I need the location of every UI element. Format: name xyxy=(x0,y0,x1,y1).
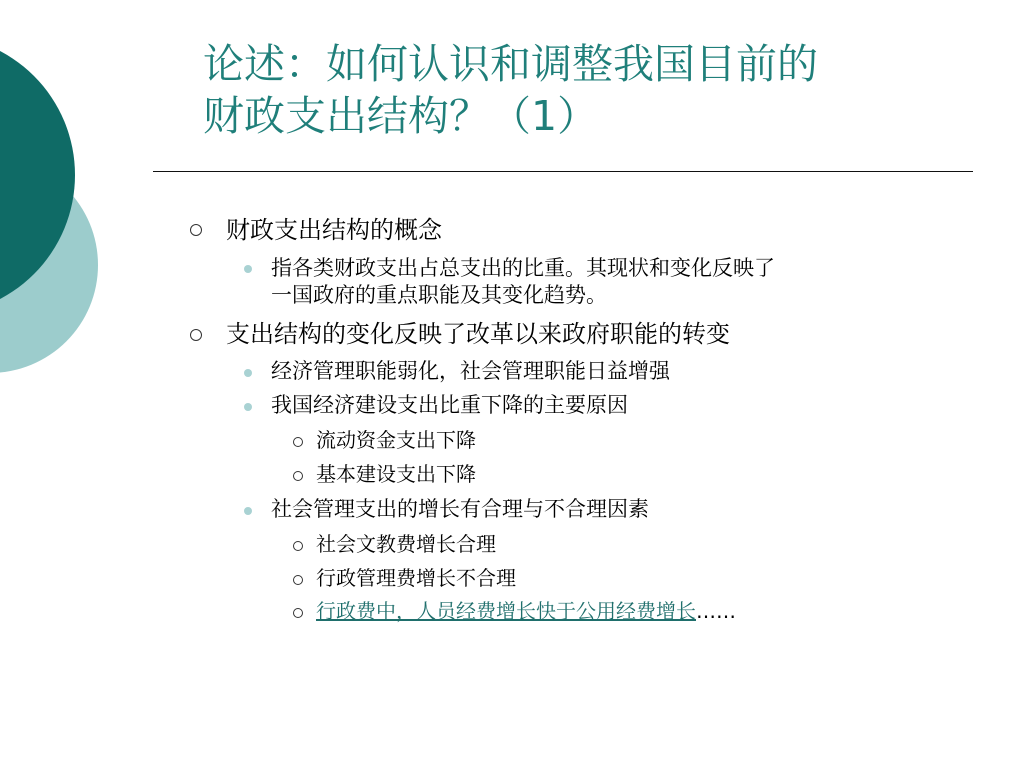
admin-cost-hyperlink[interactable]: 行政费中，人员经费增长快于公用经费增长 xyxy=(316,599,696,623)
bullet-capital-construction: 基本建设支出下降 xyxy=(316,462,476,486)
small-hollow-bullet-icon xyxy=(293,541,303,551)
ellipsis-text: …… xyxy=(696,599,736,623)
dot-bullet-icon xyxy=(244,265,252,273)
bullet-admin-cost-detail xyxy=(316,598,736,624)
dot-bullet-icon xyxy=(244,507,252,515)
bullet-working-capital: 流动资金支出下降 xyxy=(316,428,476,452)
dot-bullet-icon xyxy=(244,369,252,377)
bullet-construction-decline: 我国经济建设支出比重下降的主要原因 xyxy=(271,393,628,417)
dot-bullet-icon xyxy=(244,403,252,411)
bullet-management-shift: 经济管理职能弱化，社会管理职能日益增强 xyxy=(271,359,670,383)
small-hollow-bullet-icon xyxy=(293,608,303,618)
hollow-circle-bullet-icon xyxy=(190,329,202,341)
small-hollow-bullet-icon xyxy=(293,471,303,481)
title-line-2: 财政支出结构？（1） xyxy=(203,92,599,140)
bullet-concept-definition-line2: 一国政府的重点职能及其变化趋势。 xyxy=(271,283,607,307)
bullet-social-management-growth: 社会管理支出的增长有合理与不合理因素 xyxy=(271,497,649,521)
hollow-circle-bullet-icon xyxy=(190,224,202,236)
small-hollow-bullet-icon xyxy=(293,575,303,585)
bullet-concept-definition-line1: 指各类财政支出占总支出的比重。其现状和变化反映了 xyxy=(271,256,775,280)
title-line-1: 论述：如何认识和调整我国目前的 xyxy=(203,40,818,88)
bullet-concept: 财政支出结构的概念 xyxy=(226,216,442,244)
bullet-structure-change: 支出结构的变化反映了改革以来政府职能的转变 xyxy=(226,320,730,348)
bullet-education-expense: 社会文教费增长合理 xyxy=(316,532,496,556)
bullet-admin-expense: 行政管理费增长不合理 xyxy=(316,566,516,590)
small-hollow-bullet-icon xyxy=(293,437,303,447)
